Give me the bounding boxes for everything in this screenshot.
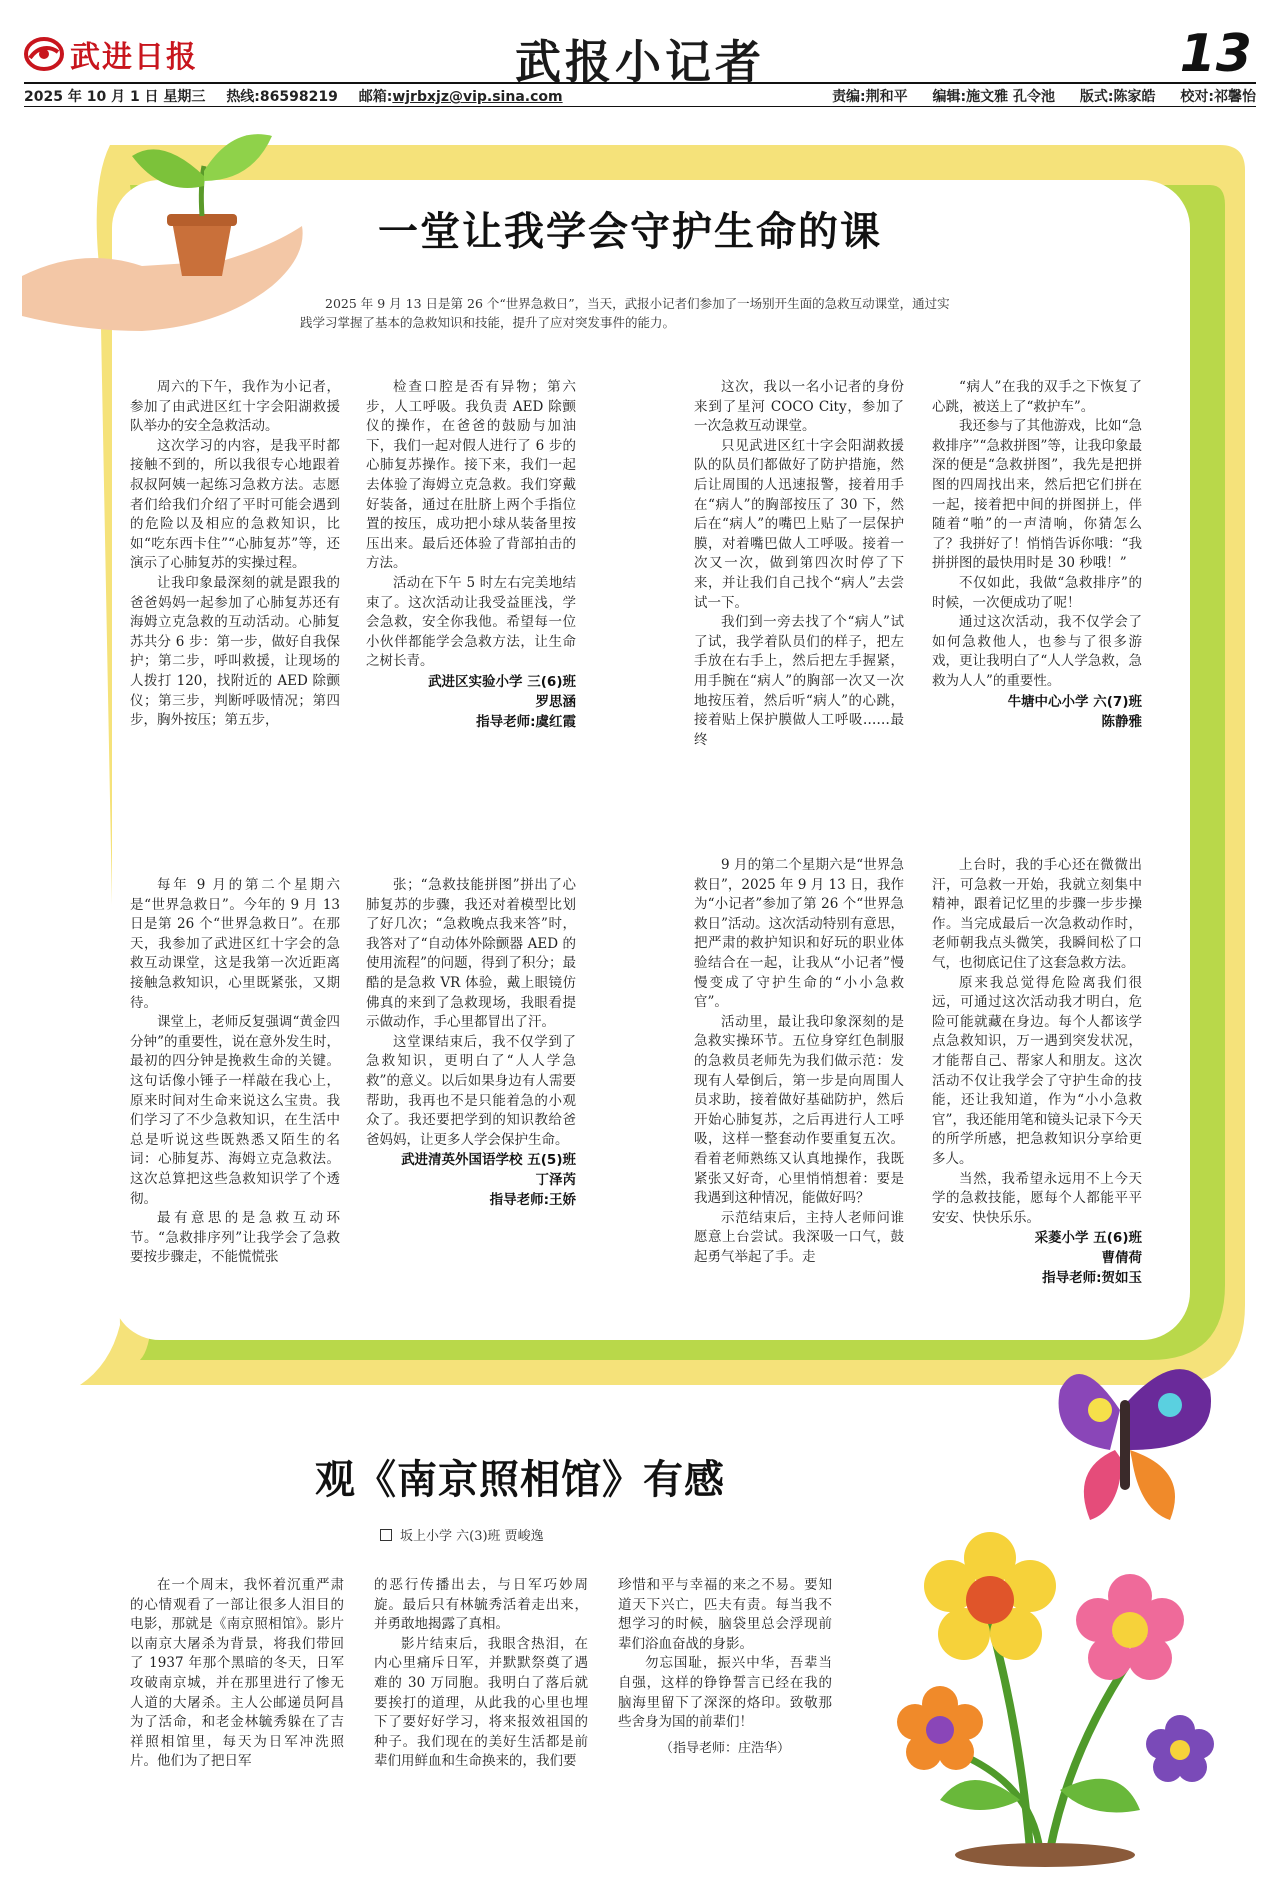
paragraph: 通过这次活动，我不仅学会了如何急救他人，也参与了很多游戏，更让我明白了“人人学急救，急救为人人”的重要性。 bbox=[932, 614, 1142, 689]
story-3-school: 武进清英外国语学校 五(5)班 bbox=[401, 1152, 576, 1169]
email-link[interactable]: wjrbxjz@vip.sina.com bbox=[392, 89, 563, 105]
story-1-column-2 bbox=[366, 378, 576, 732]
paragraph: 这次学习的内容，是我平时都接触不到的，所以我很专心地跟着叔叔阿姨一起练习急救方法。志愿者们给我们介绍了平时可能会遇到的危险以及相应的急救知识，比如“吃东西卡住”“心肺复苏”等，还演示了心肺复苏的实操过程。 bbox=[130, 437, 340, 572]
article-2-byline-text: 坂上小学 六(3)班 贾峻逸 bbox=[400, 1529, 544, 1544]
story-3-column-2 bbox=[366, 876, 576, 1210]
paragraph: 勿忘国耻，振兴中华，吾辈当自强，这样的铮铮誓言已经在我的脑海里留下了深深的烙印。致敬那些舍身为国的前辈们！ bbox=[618, 1655, 832, 1731]
paragraph: 珍惜和平与幸福的来之不易。要知道天下兴亡，匹夫有责。每当我不想学习的时候，脑袋里总会浮现前辈们浴血奋战的身影。 bbox=[618, 1577, 832, 1652]
story-4-teacher: 指导老师:贺如玉 bbox=[1042, 1270, 1142, 1287]
story-4-author: 曹倩荷 bbox=[1101, 1250, 1142, 1267]
article-2-column-2 bbox=[374, 1576, 588, 1772]
story-1-school: 武进区实验小学 三(6)班 bbox=[428, 673, 576, 690]
paragraph: 课堂上，老师反复强调“黄金四分钟”的重要性，说在意外发生时，最初的四分钟是挽救生命的关键。这句话像小锤子一样敲在我心上，原来时间对生命来说这么宝贵。我们学习了不少急救知识，在生活中总是听说这些既熟悉又陌生的名词：心肺复苏、海姆立克急救法。这次总算把这些急救知识学了个透彻。 bbox=[130, 1014, 340, 1207]
section-title: 武报小记者 bbox=[515, 35, 765, 89]
square-bullet-icon bbox=[380, 1529, 392, 1541]
issue-date: 2025 年 10 月 1 日 星期三 bbox=[24, 89, 206, 105]
paragraph: 我们到一旁去找了个“病人”试了试，我学着队员们的样子，把左手放在右手上，然后把左手握紧，用手腕在“病人”的胸部一次又一次地按压着，然后听“病人”的心跳，接着贴上保护膜做人工呼吸……最终 bbox=[694, 614, 904, 748]
paragraph: 这堂课结束后，我不仅学到了急救知识，更明白了“人人学急救”的意义。以后如果身边有人需要帮助，我再也不是只能着急的小观众了。我还要把学到的知识教给爸爸妈妈，让更多人学会保护生命。 bbox=[366, 1033, 576, 1148]
article-2-column-3 bbox=[618, 1576, 832, 1758]
flowers-butterfly-icon bbox=[880, 1330, 1260, 1870]
article-intro: 2025 年 9 月 13 日是第 26 个“世界急救日”，当天，武报小记者们参加了一场别开生面的急救互动课堂，通过实践学习掌握了基本的急救知识和技能，提升了应对突发事件的能力。 bbox=[300, 296, 950, 330]
paragraph: “病人”在我的双手之下恢复了心跳，被送上了“救护车”。 bbox=[932, 379, 1142, 415]
paragraph: 张；“急救技能拼图”拼出了心肺复苏的步骤，我还对着模型比划了好几次；“急救晚点我来答”时，我答对了“自动体外除颤器 AED 的使用流程”的问题，得到了积分；最酷的是急救 VR 体验，戴上眼镜仿佛真的来到了急救现场，我眼看提示做动作，手心里都冒出了汗。 bbox=[366, 877, 576, 1031]
header-rule-top bbox=[24, 82, 1256, 84]
article-2-byline bbox=[380, 1525, 700, 1544]
paragraph: 活动里，最让我印象深刻的是急救实操环节。五位身穿红色制服的急救员老师先为我们做示范：发现有人晕倒后，第一步是向周围人员求助，接着做好基础防护，然后开始心肺复苏，之后再进行人工呼吸，这样一整套动作要重复五次。看着老师熟练又认真地操作，我既紧张又好奇，心里悄悄想着：要是我遇到这种情况，能做好吗？ bbox=[694, 1013, 904, 1207]
story-1-column-1 bbox=[130, 378, 340, 731]
paragraph: 当然，我希望永远用不上今天学的急救技能，愿每个人都能平平安安、快快乐乐。 bbox=[932, 1170, 1142, 1226]
paragraph: 这次，我以一名小记者的身份来到了星河 COCO City，参加了一次急救互动课堂。 bbox=[694, 379, 904, 435]
paragraph: 影片结束后，我眼含热泪，在内心里痛斥日军，并默默祭奠了遇难的 30 万同胞。我明白了落后就要挨打的道理，从此我的心里也埋下了要好好学习，将来报效祖国的种子。我们现在的美好生活都是前辈们用鲜血和生命换来的，我们要 bbox=[374, 1635, 588, 1770]
paragraph: 上台时，我的手心还在微微出汗，可急救一开始，我就立刻集中精神，跟着记忆里的步骤一步步操作。当完成最后一次急救动作时，老师朝我点头微笑，我瞬间松了口气，也彻底记住了这套急救方法。 bbox=[932, 857, 1142, 971]
article-2-title: 观《南京照相馆》有感 bbox=[315, 1457, 725, 1503]
page-number: 13 bbox=[1179, 24, 1252, 84]
paragraph: 9 月的第二个星期六是“世界急救日”，2025 年 9 月 13 日，我作为“小记者”参加了第 26 个“世界急救日”活动。这次活动特别有意思，把严肃的救护知识和好玩的职业体验结合在一起，让我从“小记者”慢慢变成了守护生命的“小小急救官”。 bbox=[694, 857, 904, 1011]
article-title: 一堂让我学会守护生命的课 bbox=[378, 209, 882, 255]
staff-editing: 编辑:施文雅 孔令池 bbox=[932, 89, 1056, 105]
staff-proof: 校对:祁馨怡 bbox=[1180, 89, 1256, 105]
paragraph: 的恶行传播出去，与日军巧妙周旋。最后只有林毓秀活着走出来，并勇敢地揭露了真相。 bbox=[374, 1577, 588, 1633]
story-4-school: 采菱小学 五(6)班 bbox=[1034, 1230, 1142, 1247]
story-2-column-2 bbox=[932, 378, 1142, 732]
paragraph: 在一个周末，我怀着沉重严肃的心情观看了一部让很多人泪目的电影，那就是《南京照相馆》。影片以南京大屠杀为背景，将我们带回了 1937 年那个黑暗的冬天，日军攻破南京城，并在那里进行了惨无人道的大屠杀。主人公邮递员阿昌为了活命，和老金林毓秀躲在了吉祥照相馆里，每天为日军冲洗照片。他们为了把日军 bbox=[130, 1577, 344, 1770]
story-1-teacher: 指导老师:虞红霞 bbox=[476, 713, 576, 730]
article-2-column-1 bbox=[130, 1576, 344, 1772]
story-2-author: 陈静雅 bbox=[1101, 713, 1142, 730]
header-info bbox=[24, 86, 563, 106]
paragraph: 原来我总觉得危险离我们很远，可通过这次活动我才明白，危险可能就藏在身边。每个人都该学点急救知识，万一遇到突发状况，才能帮自己、帮家人和朋友。这次活动不仅让我学会了守护生命的技能，还让我知道，作为“小小急救官”，我还能用笔和镜头记录下今天的所学所感，把急救知识分享给更多人。 bbox=[932, 974, 1142, 1167]
paragraph: 示范结束后，主持人老师问谁愿意上台尝试。我深吸一口气，鼓起勇气举起了手。走 bbox=[694, 1209, 904, 1265]
paragraph: 检查口腔是否有异物；第六步，人工呼吸。我负责 AED 除颤仪的操作，在爸爸的鼓励与加油下，我们一起对假人进行了 6 步的心肺复苏操作。接下来，我们一起去体验了海姆立克急救。我们穿戴好装备，通过在肚脐上两个手指位置的按压，成功把小球从装备里按压出来。最后还体验了背部拍击的方法。 bbox=[366, 379, 576, 572]
email-label: 邮箱: bbox=[358, 89, 393, 105]
hotline: 热线:86598219 bbox=[226, 89, 338, 105]
paragraph: 不仅如此，我做“急救排序”的时候，一次便成功了呢！ bbox=[932, 574, 1142, 611]
staff-layout: 版式:陈家皓 bbox=[1079, 89, 1156, 105]
paragraph: 每年 9 月的第二个星期六是“世界急救日”。今年的 9 月 13 日是第 26 个“世界急救日”。在那天，我参加了武进区红十字会的急救互动课堂，这是我第一次近距离接触急救知识，心里既紧张，又期待。 bbox=[130, 877, 340, 1011]
story-3-column-1 bbox=[130, 876, 340, 1268]
header-rule-bottom bbox=[24, 106, 1256, 107]
story-4-column-2 bbox=[932, 856, 1142, 1288]
story-2-school: 牛塘中心小学 六(7)班 bbox=[1007, 693, 1142, 710]
paragraph: 活动在下午 5 时左右完美地结束了。这次活动让我受益匪浅，学会急救，安全你我他。希望每一位小伙伴都能学会急救方法，让生命之树长青。 bbox=[366, 574, 576, 670]
story-4-column-1 bbox=[694, 856, 904, 1267]
story-1-author: 罗思涵 bbox=[535, 693, 576, 710]
paragraph: 最有意思的是急救互动环节。“急救排序列”让我学会了急救要按步骤走，不能慌慌张 bbox=[130, 1210, 340, 1266]
story-3-teacher: 指导老师:王娇 bbox=[489, 1192, 576, 1209]
paragraph: 周六的下午，我作为小记者，参加了由武进区红十字会阳湖救援队举办的安全急救活动。 bbox=[130, 379, 340, 435]
paragraph: 我还参与了其他游戏，比如“急救排序”“急救拼图”等，让我印象最深的便是“急救拼图”，我先是把拼图的四周找出来，然后把它们拼在一起，接着把中间的拼图拼上，伴随着“啪”的一声清响，你猜怎么了？我拼好了！悄悄告诉你哦：“我拼拼图的最快用时是 30 秒哦！” bbox=[932, 418, 1142, 572]
article-2-teacher: （指导老师：庄浩华） bbox=[659, 1740, 790, 1756]
header-staff bbox=[812, 86, 1256, 106]
story-2-column-1 bbox=[694, 378, 904, 750]
paragraph: 只见武进区红十字会阳湖救援队的队员们都做好了防护措施，然后让周围的人迅速报警，接着用手在“病人”的胸部按压了 30 下，然后在“病人”的嘴巴上贴了一层保护膜，对着嘴巴做人工呼吸。接着一次又一次，做到第四次时停了下来，并让我们自己找个“病人”去尝试一下。 bbox=[694, 437, 904, 611]
staff-editor: 责编:荆和平 bbox=[832, 89, 908, 105]
paragraph: 让我印象最深刻的就是跟我的爸爸妈妈一起参加了心肺复苏还有海姆立克急救的互动活动。心肺复苏共分 6 步：第一步，做好自我保护；第二步，呼叫救援，让现场的人拨打 120，找附近的 AED 除颤仪；第三步，判断呼吸情况；第四步，胸外按压；第五步， bbox=[130, 574, 340, 729]
masthead bbox=[24, 26, 1256, 106]
logo-text: 武进日报 bbox=[70, 40, 198, 75]
story-3-author: 丁泽芮 bbox=[535, 1172, 576, 1189]
